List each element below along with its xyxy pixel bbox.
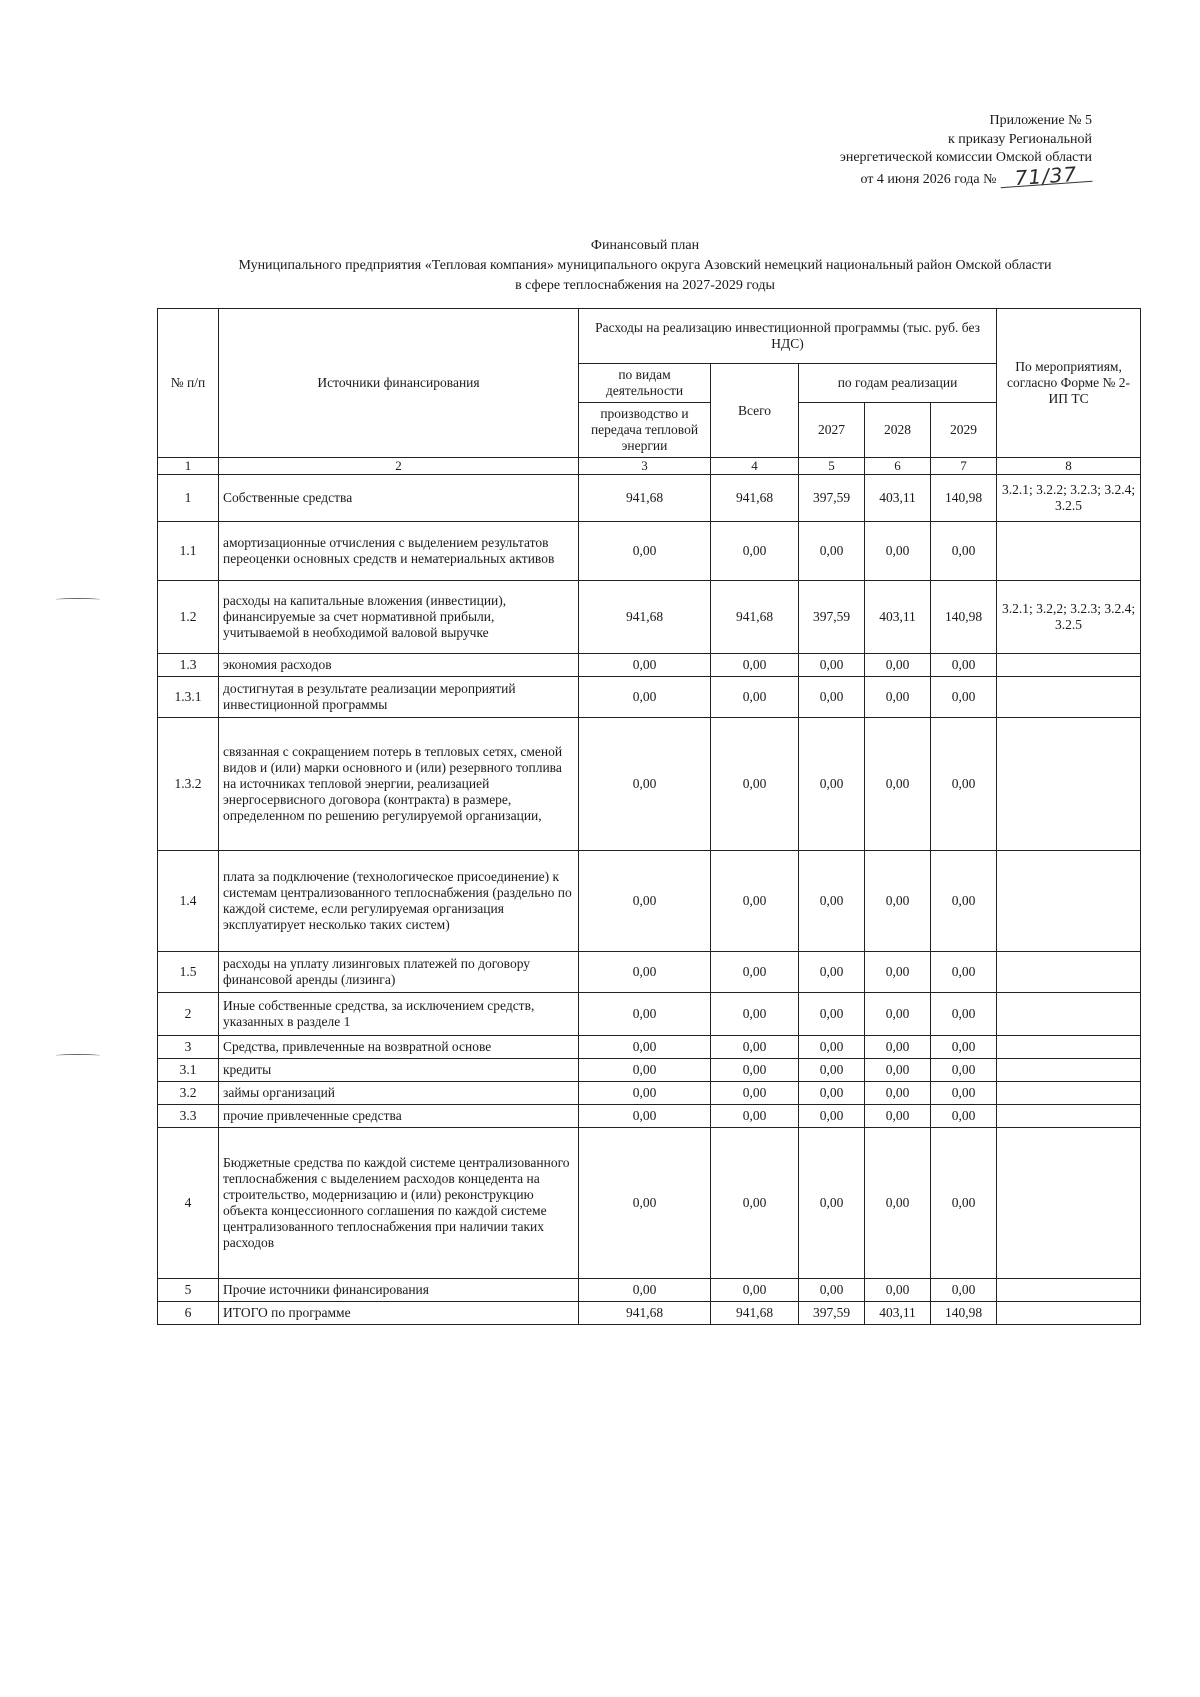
- row-source-name: достигнутая в результате реализации мероприятий инвестиционной программы: [219, 677, 579, 718]
- row-year-2027: 0,00: [799, 718, 865, 851]
- row-number: 1.3.1: [158, 677, 219, 718]
- row-source-name: Средства, привлеченные на возвратной основе: [219, 1036, 579, 1059]
- row-year-2028: 0,00: [865, 522, 931, 581]
- row-total: 941,68: [711, 581, 799, 654]
- table-row: [158, 718, 1141, 851]
- header-measures: По мероприятиям, согласно Форме № 2-ИП ТС: [997, 309, 1141, 458]
- row-number: 5: [158, 1279, 219, 1302]
- row-source-name: связанная с сокращением потерь в тепловых сетях, сменой видов и (или) марки основного и (или) резервного топлива на источниках тепловой энергии, реализацией энергосервисного договора (контракта) в размере, определенном по решению регулируемой организации,: [219, 718, 579, 851]
- row-measures: 3.2.1; 3.2.2; 3.2.3; 3.2.4; 3.2.5: [997, 475, 1141, 522]
- row-production: 0,00: [579, 952, 711, 993]
- title-line: Финансовый план: [590, 238, 700, 253]
- header-sources: Источники финансирования: [219, 309, 579, 458]
- column-number: 7: [931, 458, 997, 475]
- column-number: 2: [219, 458, 579, 475]
- row-number: 2: [158, 993, 219, 1036]
- row-year-2028: 0,00: [865, 1279, 931, 1302]
- table-row: [158, 1302, 1141, 1325]
- row-total: 0,00: [711, 654, 799, 677]
- row-year-2028: 0,00: [865, 1128, 931, 1279]
- row-year-2029: 0,00: [931, 654, 997, 677]
- row-year-2027: 0,00: [799, 1105, 865, 1128]
- column-number: 8: [997, 458, 1141, 475]
- row-number: 1.4: [158, 851, 219, 952]
- row-source-name: Иные собственные средства, за исключением средств, указанных в разделе 1: [219, 993, 579, 1036]
- header-total: Всего: [711, 364, 799, 458]
- row-year-2029: 0,00: [931, 1279, 997, 1302]
- table-row: [158, 522, 1141, 581]
- financial-plan-table: [157, 308, 1141, 1325]
- appendix-block: [762, 112, 1092, 189]
- row-year-2029: 0,00: [931, 1128, 997, 1279]
- row-year-2027: 0,00: [799, 1082, 865, 1105]
- row-measures: [997, 677, 1141, 718]
- row-year-2029: 0,00: [931, 1059, 997, 1082]
- title-line: в сфере теплоснабжения на 2027-2029 годы: [515, 278, 775, 293]
- appendix-line: Приложение № 5: [989, 113, 1092, 128]
- row-total: 0,00: [711, 851, 799, 952]
- appendix-line: к приказу Региональной: [947, 131, 1092, 147]
- row-measures: [997, 1302, 1141, 1325]
- row-production: 0,00: [579, 851, 711, 952]
- appendix-date: от 4 июня 2026 года №: [860, 171, 997, 187]
- row-measures: [997, 1036, 1141, 1059]
- row-source-name: Собственные средства: [219, 475, 579, 522]
- row-production: 0,00: [579, 522, 711, 581]
- row-year-2028: 0,00: [865, 952, 931, 993]
- row-total: 0,00: [711, 1279, 799, 1302]
- row-year-2028: 403,11: [865, 1302, 931, 1325]
- row-year-2027: 0,00: [799, 522, 865, 581]
- table-row: [158, 1036, 1141, 1059]
- row-total: 0,00: [711, 718, 799, 851]
- header-expenses: Расходы на реализацию инвестиционной программы (тыс. руб. без НДС): [579, 309, 997, 364]
- row-total: 0,00: [711, 1059, 799, 1082]
- row-year-2028: 0,00: [865, 851, 931, 952]
- scan-mark: [56, 598, 100, 601]
- row-year-2027: 397,59: [799, 475, 865, 522]
- row-measures: [997, 1059, 1141, 1082]
- row-measures: 3.2.1; 3.2,2; 3.2.3; 3.2.4; 3.2.5: [997, 581, 1141, 654]
- row-source-name: плата за подключение (технологическое присоединение) к системам централизованного теплоснабжения (раздельно по каждой системе, если регулируемая организация эксплуатирует несколько таких систем): [219, 851, 579, 952]
- table-row: [158, 1059, 1141, 1082]
- row-year-2027: 0,00: [799, 1279, 865, 1302]
- row-source-name: Прочие источники финансирования: [219, 1279, 579, 1302]
- row-year-2027: 0,00: [799, 1059, 865, 1082]
- row-year-2027: 397,59: [799, 1302, 865, 1325]
- row-production: 0,00: [579, 1105, 711, 1128]
- row-source-name: экономия расходов: [219, 654, 579, 677]
- row-number: 1.3: [158, 654, 219, 677]
- row-year-2028: 0,00: [865, 654, 931, 677]
- appendix-order-line: [762, 161, 1092, 190]
- row-year-2027: 0,00: [799, 993, 865, 1036]
- row-source-name: расходы на капитальные вложения (инвестиции), финансируемые за счет нормативной прибыли, учитываемой в необходимой валовой выручке: [219, 581, 579, 654]
- row-year-2029: 140,98: [931, 1302, 997, 1325]
- row-number: 3: [158, 1036, 219, 1059]
- row-year-2029: 0,00: [931, 522, 997, 581]
- row-measures: [997, 1279, 1141, 1302]
- row-source-name: займы организаций: [219, 1082, 579, 1105]
- row-number: 1: [158, 475, 219, 522]
- table-row: [158, 654, 1141, 677]
- row-source-name: ИТОГО по программе: [219, 1302, 579, 1325]
- row-number: 1.3.2: [158, 718, 219, 851]
- row-measures: [997, 851, 1141, 952]
- header-row: [158, 309, 1141, 364]
- row-measures: [997, 522, 1141, 581]
- column-number-row: [158, 458, 1141, 475]
- row-measures: [997, 654, 1141, 677]
- row-year-2029: 0,00: [931, 851, 997, 952]
- row-year-2029: 0,00: [931, 1036, 997, 1059]
- appendix-line: энергетической комиссии Омской области: [839, 150, 1092, 165]
- header-year-2028: 2028: [865, 403, 931, 458]
- table-row: [158, 952, 1141, 993]
- row-measures: [997, 1082, 1141, 1105]
- row-production: 941,68: [579, 1302, 711, 1325]
- row-total: 941,68: [711, 475, 799, 522]
- header-by-years: по годам реализации: [799, 364, 997, 403]
- row-year-2028: 0,00: [865, 1059, 931, 1082]
- row-production: 0,00: [579, 993, 711, 1036]
- row-total: 0,00: [711, 1082, 799, 1105]
- table-row: [158, 1128, 1141, 1279]
- row-number: 1.2: [158, 581, 219, 654]
- row-production: 0,00: [579, 677, 711, 718]
- row-production: 0,00: [579, 1279, 711, 1302]
- row-year-2027: 397,59: [799, 581, 865, 654]
- row-year-2027: 0,00: [799, 952, 865, 993]
- table-row: [158, 1105, 1141, 1128]
- row-source-name: кредиты: [219, 1059, 579, 1082]
- table-row: [158, 677, 1141, 718]
- row-total: 0,00: [711, 1128, 799, 1279]
- title-line: Муниципального предприятия «Тепловая компания» муниципального округа Азовский немецкий национальный район Омской области: [238, 258, 1052, 273]
- row-year-2028: 403,11: [865, 581, 931, 654]
- row-year-2028: 0,00: [865, 1036, 931, 1059]
- column-number: 1: [158, 458, 219, 475]
- row-number: 4: [158, 1128, 219, 1279]
- row-production: 0,00: [579, 1128, 711, 1279]
- row-year-2029: 0,00: [931, 1082, 997, 1105]
- row-production: 0,00: [579, 1036, 711, 1059]
- row-total: 941,68: [711, 1302, 799, 1325]
- row-number: 3.2: [158, 1082, 219, 1105]
- table-row: [158, 1082, 1141, 1105]
- header-year-2029: 2029: [931, 403, 997, 458]
- row-year-2027: 0,00: [799, 1128, 865, 1279]
- row-year-2028: 0,00: [865, 1082, 931, 1105]
- header-num: № п/п: [158, 309, 219, 458]
- row-year-2028: 0,00: [865, 677, 931, 718]
- column-number: 6: [865, 458, 931, 475]
- header-by-activity: по видам деятельности: [579, 364, 711, 403]
- table-row: [158, 851, 1141, 952]
- row-year-2028: 403,11: [865, 475, 931, 522]
- row-number: 3.3: [158, 1105, 219, 1128]
- handwritten-order-number: 71/37: [1000, 164, 1093, 187]
- header-year-2027: 2027: [799, 403, 865, 458]
- row-total: 0,00: [711, 677, 799, 718]
- column-number: 5: [799, 458, 865, 475]
- row-year-2029: 0,00: [931, 1105, 997, 1128]
- row-measures: [997, 1128, 1141, 1279]
- row-total: 0,00: [711, 1036, 799, 1059]
- row-number: 1.5: [158, 952, 219, 993]
- row-source-name: прочие привлеченные средства: [219, 1105, 579, 1128]
- row-measures: [997, 718, 1141, 851]
- row-year-2028: 0,00: [865, 1105, 931, 1128]
- row-year-2029: 0,00: [931, 718, 997, 851]
- row-year-2028: 0,00: [865, 718, 931, 851]
- row-total: 0,00: [711, 1105, 799, 1128]
- row-year-2029: 140,98: [931, 581, 997, 654]
- row-year-2029: 0,00: [931, 952, 997, 993]
- column-number: 4: [711, 458, 799, 475]
- row-year-2027: 0,00: [799, 1036, 865, 1059]
- row-year-2027: 0,00: [799, 851, 865, 952]
- scan-mark: [56, 1054, 100, 1057]
- row-total: 0,00: [711, 952, 799, 993]
- row-production: 0,00: [579, 654, 711, 677]
- row-number: 6: [158, 1302, 219, 1325]
- row-production: 0,00: [579, 1059, 711, 1082]
- table-row: [158, 581, 1141, 654]
- column-number: 3: [579, 458, 711, 475]
- table-row: [158, 475, 1141, 522]
- row-measures: [997, 993, 1141, 1036]
- row-production: 0,00: [579, 718, 711, 851]
- row-year-2029: 0,00: [931, 993, 997, 1036]
- row-source-name: амортизационные отчисления с выделением результатов переоценки основных средств и нематериальных активов: [219, 522, 579, 581]
- row-production: 0,00: [579, 1082, 711, 1105]
- row-source-name: Бюджетные средства по каждой системе централизованного теплоснабжения с выделением расходов концедента на строительство, модернизацию и (или) реконструкцию объекта концессионного соглашения по каждой системе централизованного теплоснабжения при наличии таких расходов: [219, 1128, 579, 1279]
- row-year-2027: 0,00: [799, 654, 865, 677]
- row-production: 941,68: [579, 475, 711, 522]
- row-measures: [997, 1105, 1141, 1128]
- row-production: 941,68: [579, 581, 711, 654]
- document-title: [150, 236, 1140, 296]
- row-number: 1.1: [158, 522, 219, 581]
- row-year-2027: 0,00: [799, 677, 865, 718]
- row-measures: [997, 952, 1141, 993]
- row-year-2029: 0,00: [931, 677, 997, 718]
- row-source-name: расходы на уплату лизинговых платежей по договору финансовой аренды (лизинга): [219, 952, 579, 993]
- row-year-2029: 140,98: [931, 475, 997, 522]
- row-total: 0,00: [711, 993, 799, 1036]
- table-row: [158, 1279, 1141, 1302]
- row-number: 3.1: [158, 1059, 219, 1082]
- row-total: 0,00: [711, 522, 799, 581]
- table-row: [158, 993, 1141, 1036]
- header-production: производство и передача тепловой энергии: [579, 403, 711, 458]
- row-year-2028: 0,00: [865, 993, 931, 1036]
